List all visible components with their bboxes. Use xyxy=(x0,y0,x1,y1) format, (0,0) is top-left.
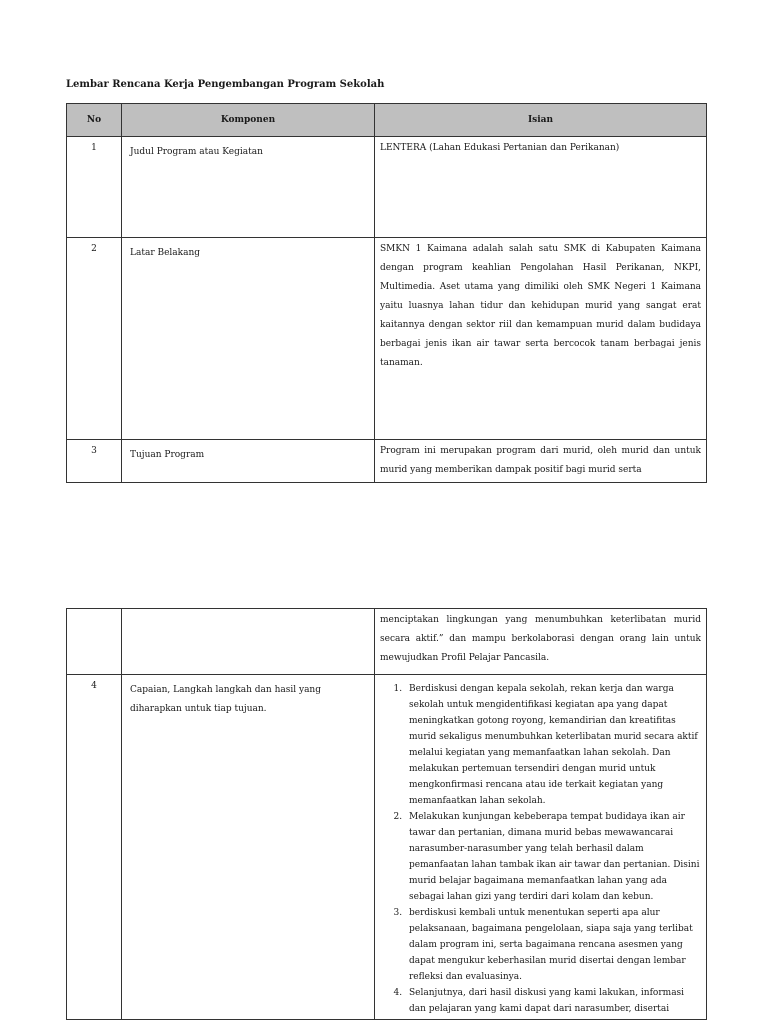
table-row xyxy=(67,238,707,440)
row-number: 2 xyxy=(67,238,122,440)
row-number: 1 xyxy=(67,137,122,238)
row-komponen-empty xyxy=(122,609,375,675)
row-isian: LENTERA (Lahan Edukasi Pertanian dan Perikanan) xyxy=(375,137,707,238)
row-komponen: Tujuan Program xyxy=(122,440,375,483)
header-komponen: Komponen xyxy=(122,104,375,137)
table-row xyxy=(67,440,707,483)
list-item: 2. Melakukan kunjungan kebeberapa tempat budidaya ikan air tawar dan pertanian, dimana murid bebas mewawancarai narasumber-narasumber yang telah berhasil dalam pemanfaatan lahan tambak ikan air tawar dan pertanian. Disini murid belajar bagaimana memanfaatkan lahan yang ada sebagai lahan gizi yang terdiri dari kolam dan kebun. xyxy=(405,809,700,905)
row-isian-list xyxy=(375,675,707,1020)
row-isian: Program ini merupakan program dari murid, oleh murid dan untuk murid yang memberikan dampak positif bagi murid serta xyxy=(375,440,707,483)
header-isian: Isian xyxy=(375,104,707,137)
steps-list xyxy=(375,675,706,1017)
list-item: 1. Berdiskusi dengan kepala sekolah, rekan kerja dan warga sekolah untuk mengidentifikasi kegiatan apa yang dapat meningkatkan gotong royong, kemandirian dan kreatifitas murid sekaligus menumbuhkan keterlibatan murid secara aktif melalui kegiatan yang memanfaatkan lahan sekolah. Dan melakukan pertemuan tersendiri dengan murid untuk mengkonfirmasi rencana atau ide terkait kegiatan yang memanfaatkan lahan sekolah. xyxy=(405,681,700,809)
row-isian: SMKN 1 Kaimana adalah salah satu SMK di Kabupaten Kaimana dengan program keahlian Pengolahan Hasil Perikanan, NKPI, Multimedia. Aset utama yang dimiliki oleh SMK Negeri 1 Kaimana yaitu luasnya lahan tidur dan kehidupan murid yang sangat erat kaitannya dengan sektor riil dan kemampuan murid dalam budidaya berbagai jenis ikan air tawar serta bercocok tanam berbagai jenis tanaman. xyxy=(375,238,707,440)
table-row xyxy=(67,675,707,1020)
table-row xyxy=(67,137,707,238)
plan-table-page-2 xyxy=(66,608,707,1020)
table-row-continuation xyxy=(67,609,707,675)
row-number: 3 xyxy=(67,440,122,483)
document-title: Lembar Rencana Kerja Pengembangan Program Sekolah xyxy=(66,79,385,90)
plan-table-page-1 xyxy=(66,103,707,483)
row-number: 4 xyxy=(67,675,122,1020)
row-number-empty xyxy=(67,609,122,675)
list-item: 3. berdiskusi kembali untuk menentukan seperti apa alur pelaksanaan, bagaimana pengelolaan, siapa saja yang terlibat dalam program ini, serta bagaimana rencana asesmen yang dapat mengukur keberhasilan murid disertai dengan lembar refleksi dan evaluasinya. xyxy=(405,905,700,985)
table-header-row xyxy=(67,104,707,137)
row-komponen: Latar Belakang xyxy=(122,238,375,440)
list-item: 4. Selanjutnya, dari hasil diskusi yang kami lakukan, informasi dan pelajaran yang kami dapat dari narasumber, disertai xyxy=(405,985,700,1017)
header-no: No xyxy=(67,104,122,137)
row-komponen: Capaian, Langkah langkah dan hasil yang diharapkan untuk tiap tujuan. xyxy=(122,675,375,1020)
row-komponen: Judul Program atau Kegiatan xyxy=(122,137,375,238)
row-isian-continuation: menciptakan lingkungan yang menumbuhkan keterlibatan murid secara aktif.” dan mampu berkolaborasi dengan orang lain untuk mewujudkan Profil Pelajar Pancasila. xyxy=(375,609,707,675)
